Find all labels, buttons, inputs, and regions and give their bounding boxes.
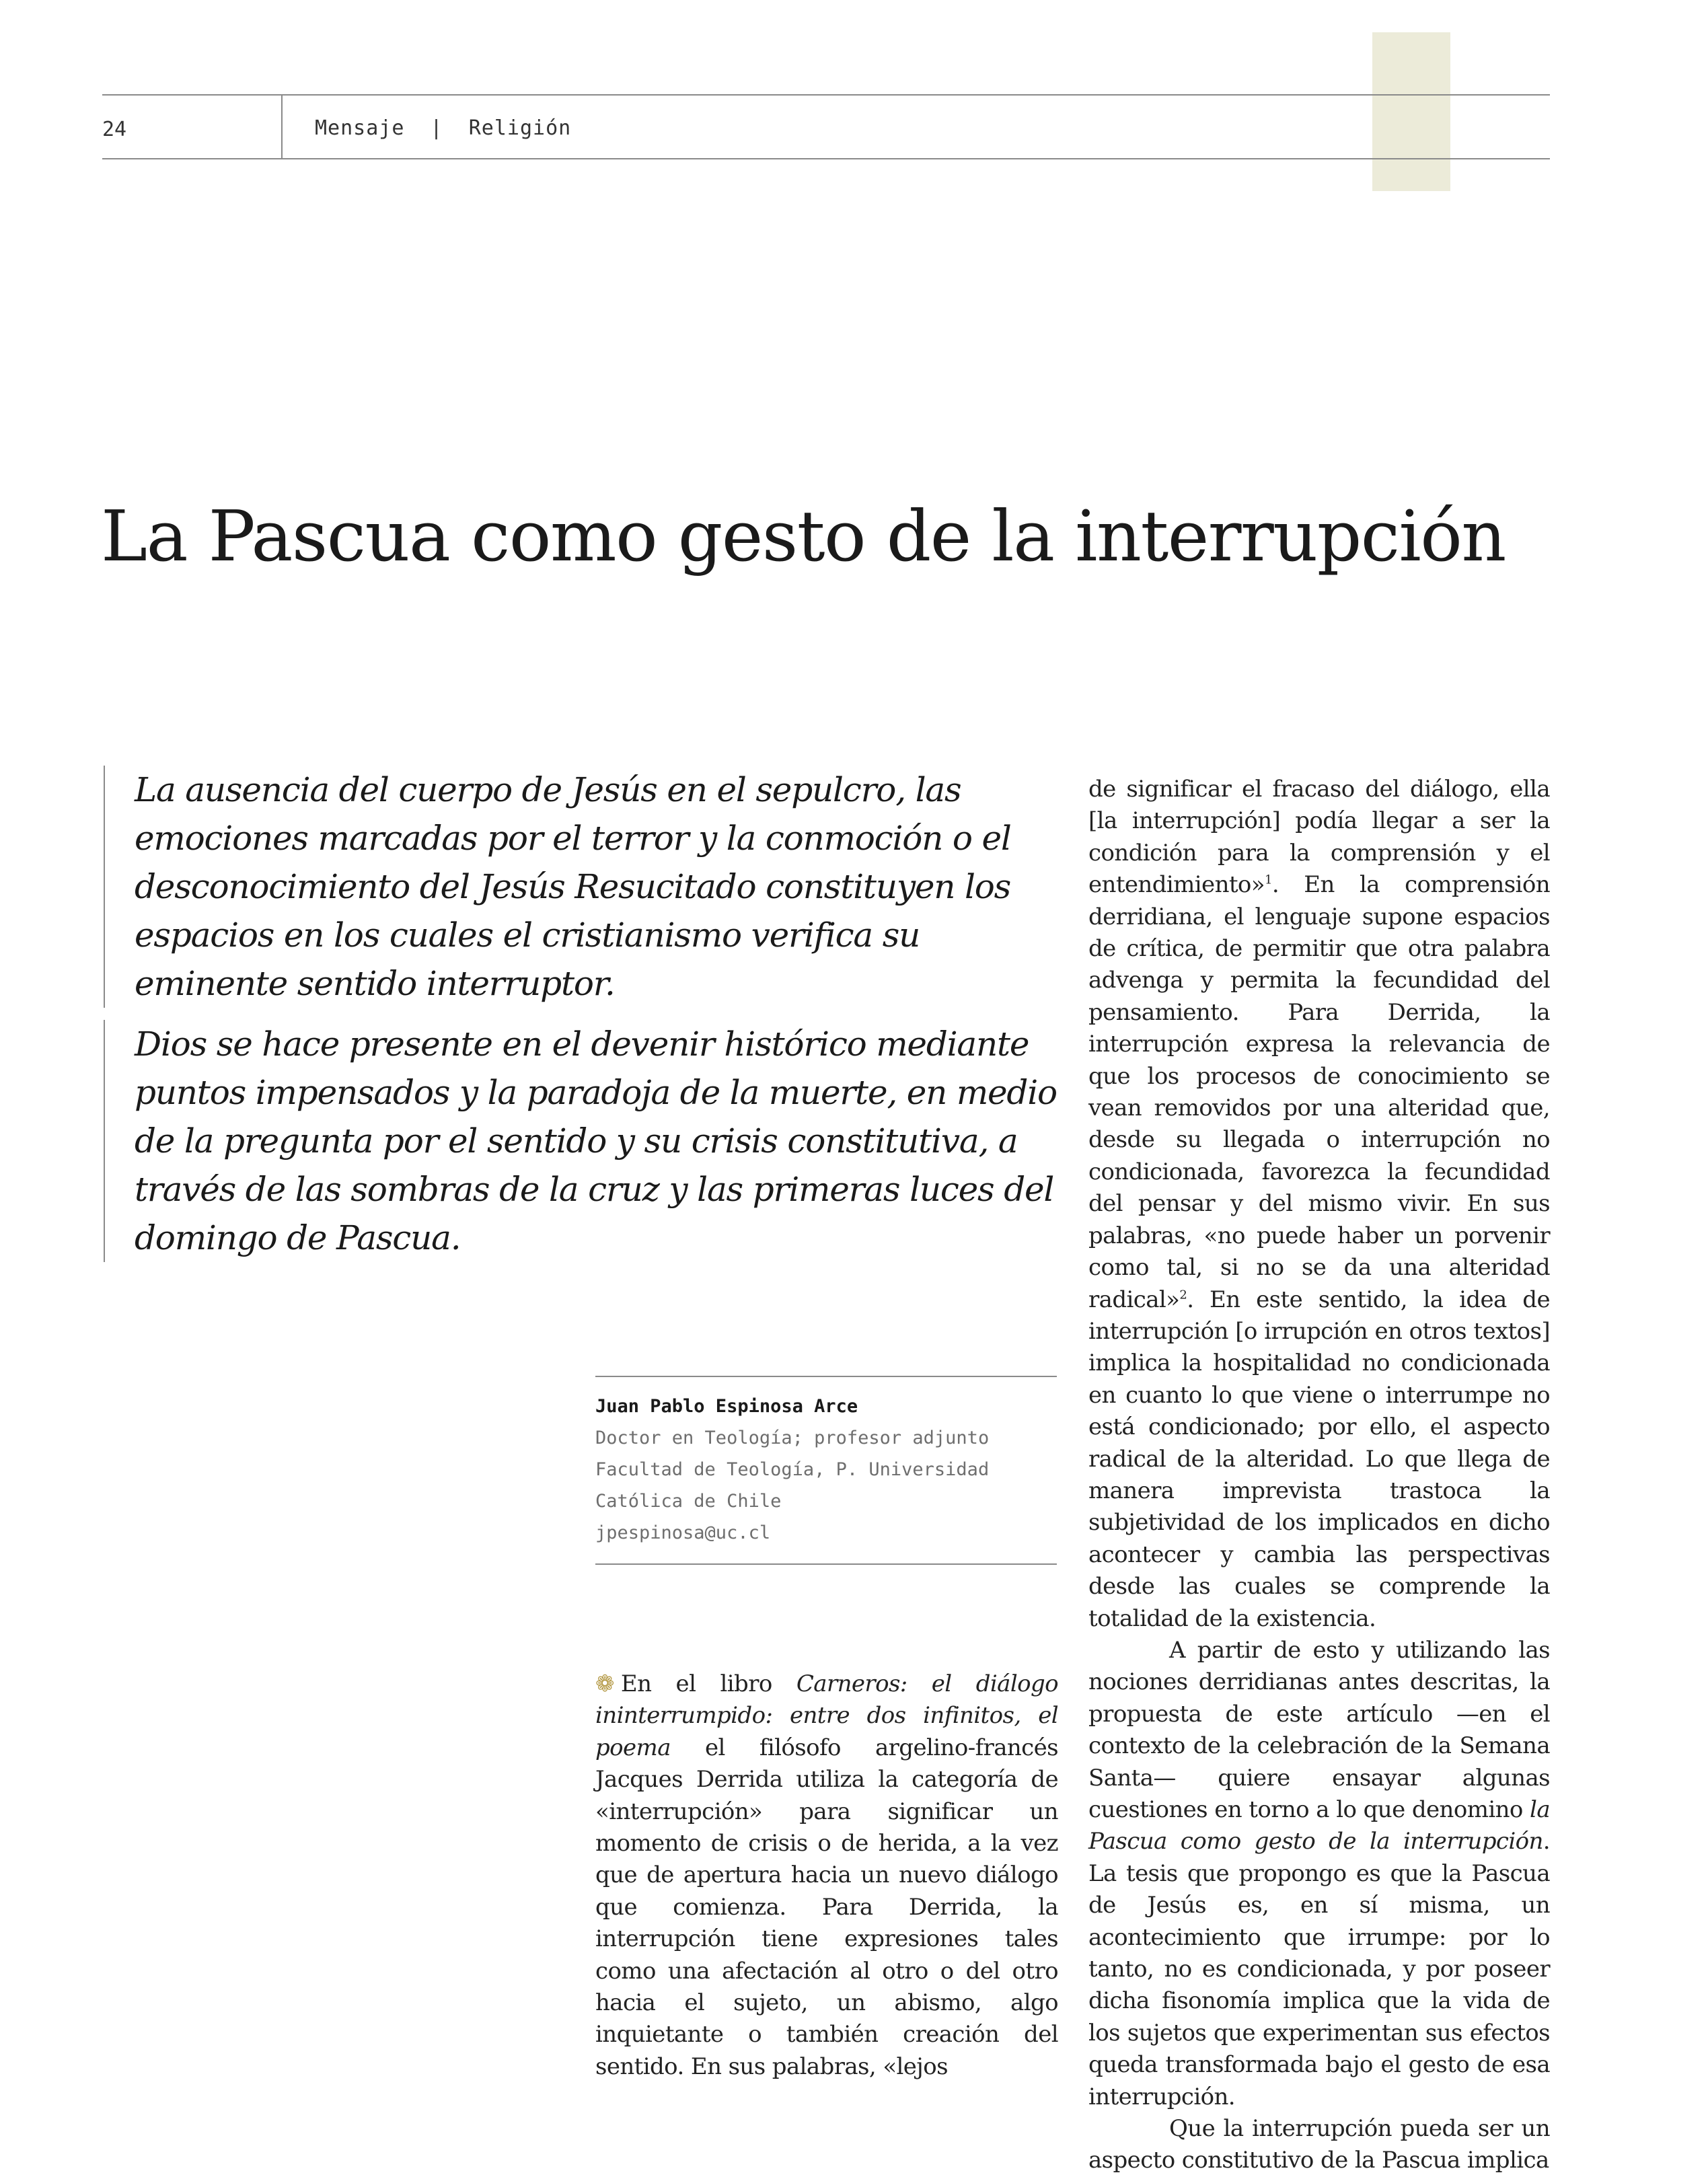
body-paragraph bbox=[595, 1668, 1058, 2083]
header-top-rule bbox=[102, 94, 1550, 96]
pullquote: La ausencia del cuerpo de Jesús en el sepulcro, las emociones marcadas por el terror y la conmoción o el desconocimiento del Jesús Resucitado constituyen los espacios en los cuales el cristianismo verifica su eminente sentido interruptor. bbox=[104, 766, 1076, 1008]
book-title: Carneros: el diálogo ininterrumpido: entre dos infinitos, el poema bbox=[595, 1670, 1059, 1761]
page-number: 24 bbox=[102, 118, 127, 141]
body-paragraph bbox=[1088, 774, 1550, 1635]
section-label: Mensaje | Religión bbox=[315, 116, 572, 140]
author-name: Juan Pablo Espinosa Arce bbox=[595, 1396, 858, 1417]
header-bottom-rule bbox=[102, 158, 1550, 159]
body-column-right bbox=[1088, 774, 1550, 2177]
author-email: jpespinosa@uc.cl bbox=[595, 1522, 771, 1543]
body-text: En el libro bbox=[620, 1670, 796, 1697]
body-paragraph: Que la interrupción pueda ser un aspecto constitutivo de la Pascua implica bbox=[1088, 2115, 1550, 2174]
footnote-ref: 1 bbox=[1265, 873, 1272, 887]
emphasis-text: la Pascua como gesto de la interrupción bbox=[1088, 1796, 1550, 1855]
author-affiliation: Facultad de Teología, P. Universidad bbox=[595, 1459, 990, 1480]
body-text: . En este sentido, la idea de interrupción [o irrupción en otros textos] implica la hospitalidad no condicionada en cuanto lo que viene o interrumpe no está condicionado; por ello, el aspecto radical de la alteridad. Lo que llega de manera imprevista trastoca la subjetividad de los implicados en dicho acontecer y cambia las perspectivas desde las cuales se comprende la totalidad de la existencia. bbox=[1088, 1286, 1550, 1632]
author-info-box bbox=[595, 1376, 1057, 1565]
header-color-tab bbox=[1372, 32, 1450, 191]
footnote-ref: 2 bbox=[1179, 1288, 1187, 1302]
header-divider bbox=[281, 94, 283, 159]
body-text: . En la comprensión derridiana, el lenguaje supone espacios de crítica, de permitir que otra palabra advenga y permita la fecundidad del pensamiento. Para Derrida, la interrupción expresa la relevancia de que los procesos de conocimiento se vean removidos por una alteridad que, desde su llegada o interrupción no condicionada, favorezca la fecundidad del pensar y del mismo vivir. En sus palabras, «no puede haber un porvenir como tal, si no se da una alteridad radical» bbox=[1088, 871, 1550, 1313]
body-text: . La tesis que propongo es que la Pascua de Jesús es, en sí misma, un acontecimiento que irrumpe: por lo tanto, no es condicionada, y por poseer dicha fisonomía implica que la vida de los sujetos que experimentan sus efectos queda transformada bajo el gesto de esa interrupción. bbox=[1088, 1828, 1550, 2110]
body-text: el filósofo argelino-francés Jacques Derrida utiliza la categoría de «interrupción» para significar un momento de crisis o de herida, a la vez que de apertura hacia un nuevo diálogo que comienza. Para Derrida, la interrupción tiene expresiones tales como una afectación al otro o del otro hacia el sujeto, un abismo, algo inquietante o también creación del sentido. En sus palabras, «lejos bbox=[595, 1734, 1058, 2080]
article-title: La Pascua como gesto de la interrupción bbox=[101, 495, 1506, 577]
author-role: Doctor en Teología; profesor adjunto bbox=[595, 1428, 990, 1448]
pullquote: Dios se hace presente en el devenir histórico mediante puntos impensados y la paradoja de la muerte, en medio de la pregunta por el sentido y su crisis constitutiva, a través de las sombras de la cruz y las primeras luces del domingo de Pascua. bbox=[104, 1020, 1076, 1262]
ornament-icon: ❁ bbox=[595, 1670, 614, 1697]
author-affiliation: Católica de Chile bbox=[595, 1491, 782, 1512]
body-text: de significar el fracaso del diálogo, ella [la interrupción] podía llegar a ser la condición para la comprensión y el entendimiento» bbox=[1088, 776, 1550, 899]
body-column-left bbox=[595, 1668, 1058, 2083]
body-paragraph bbox=[1088, 1635, 1550, 2113]
body-text: A partir de esto y utilizando las nociones derridianas antes descritas, la propuesta de este artículo —en el contexto de la celebración de la Semana Santa— quiere ensayar algunas cuestiones en torno a lo que denomino bbox=[1088, 1636, 1550, 1823]
